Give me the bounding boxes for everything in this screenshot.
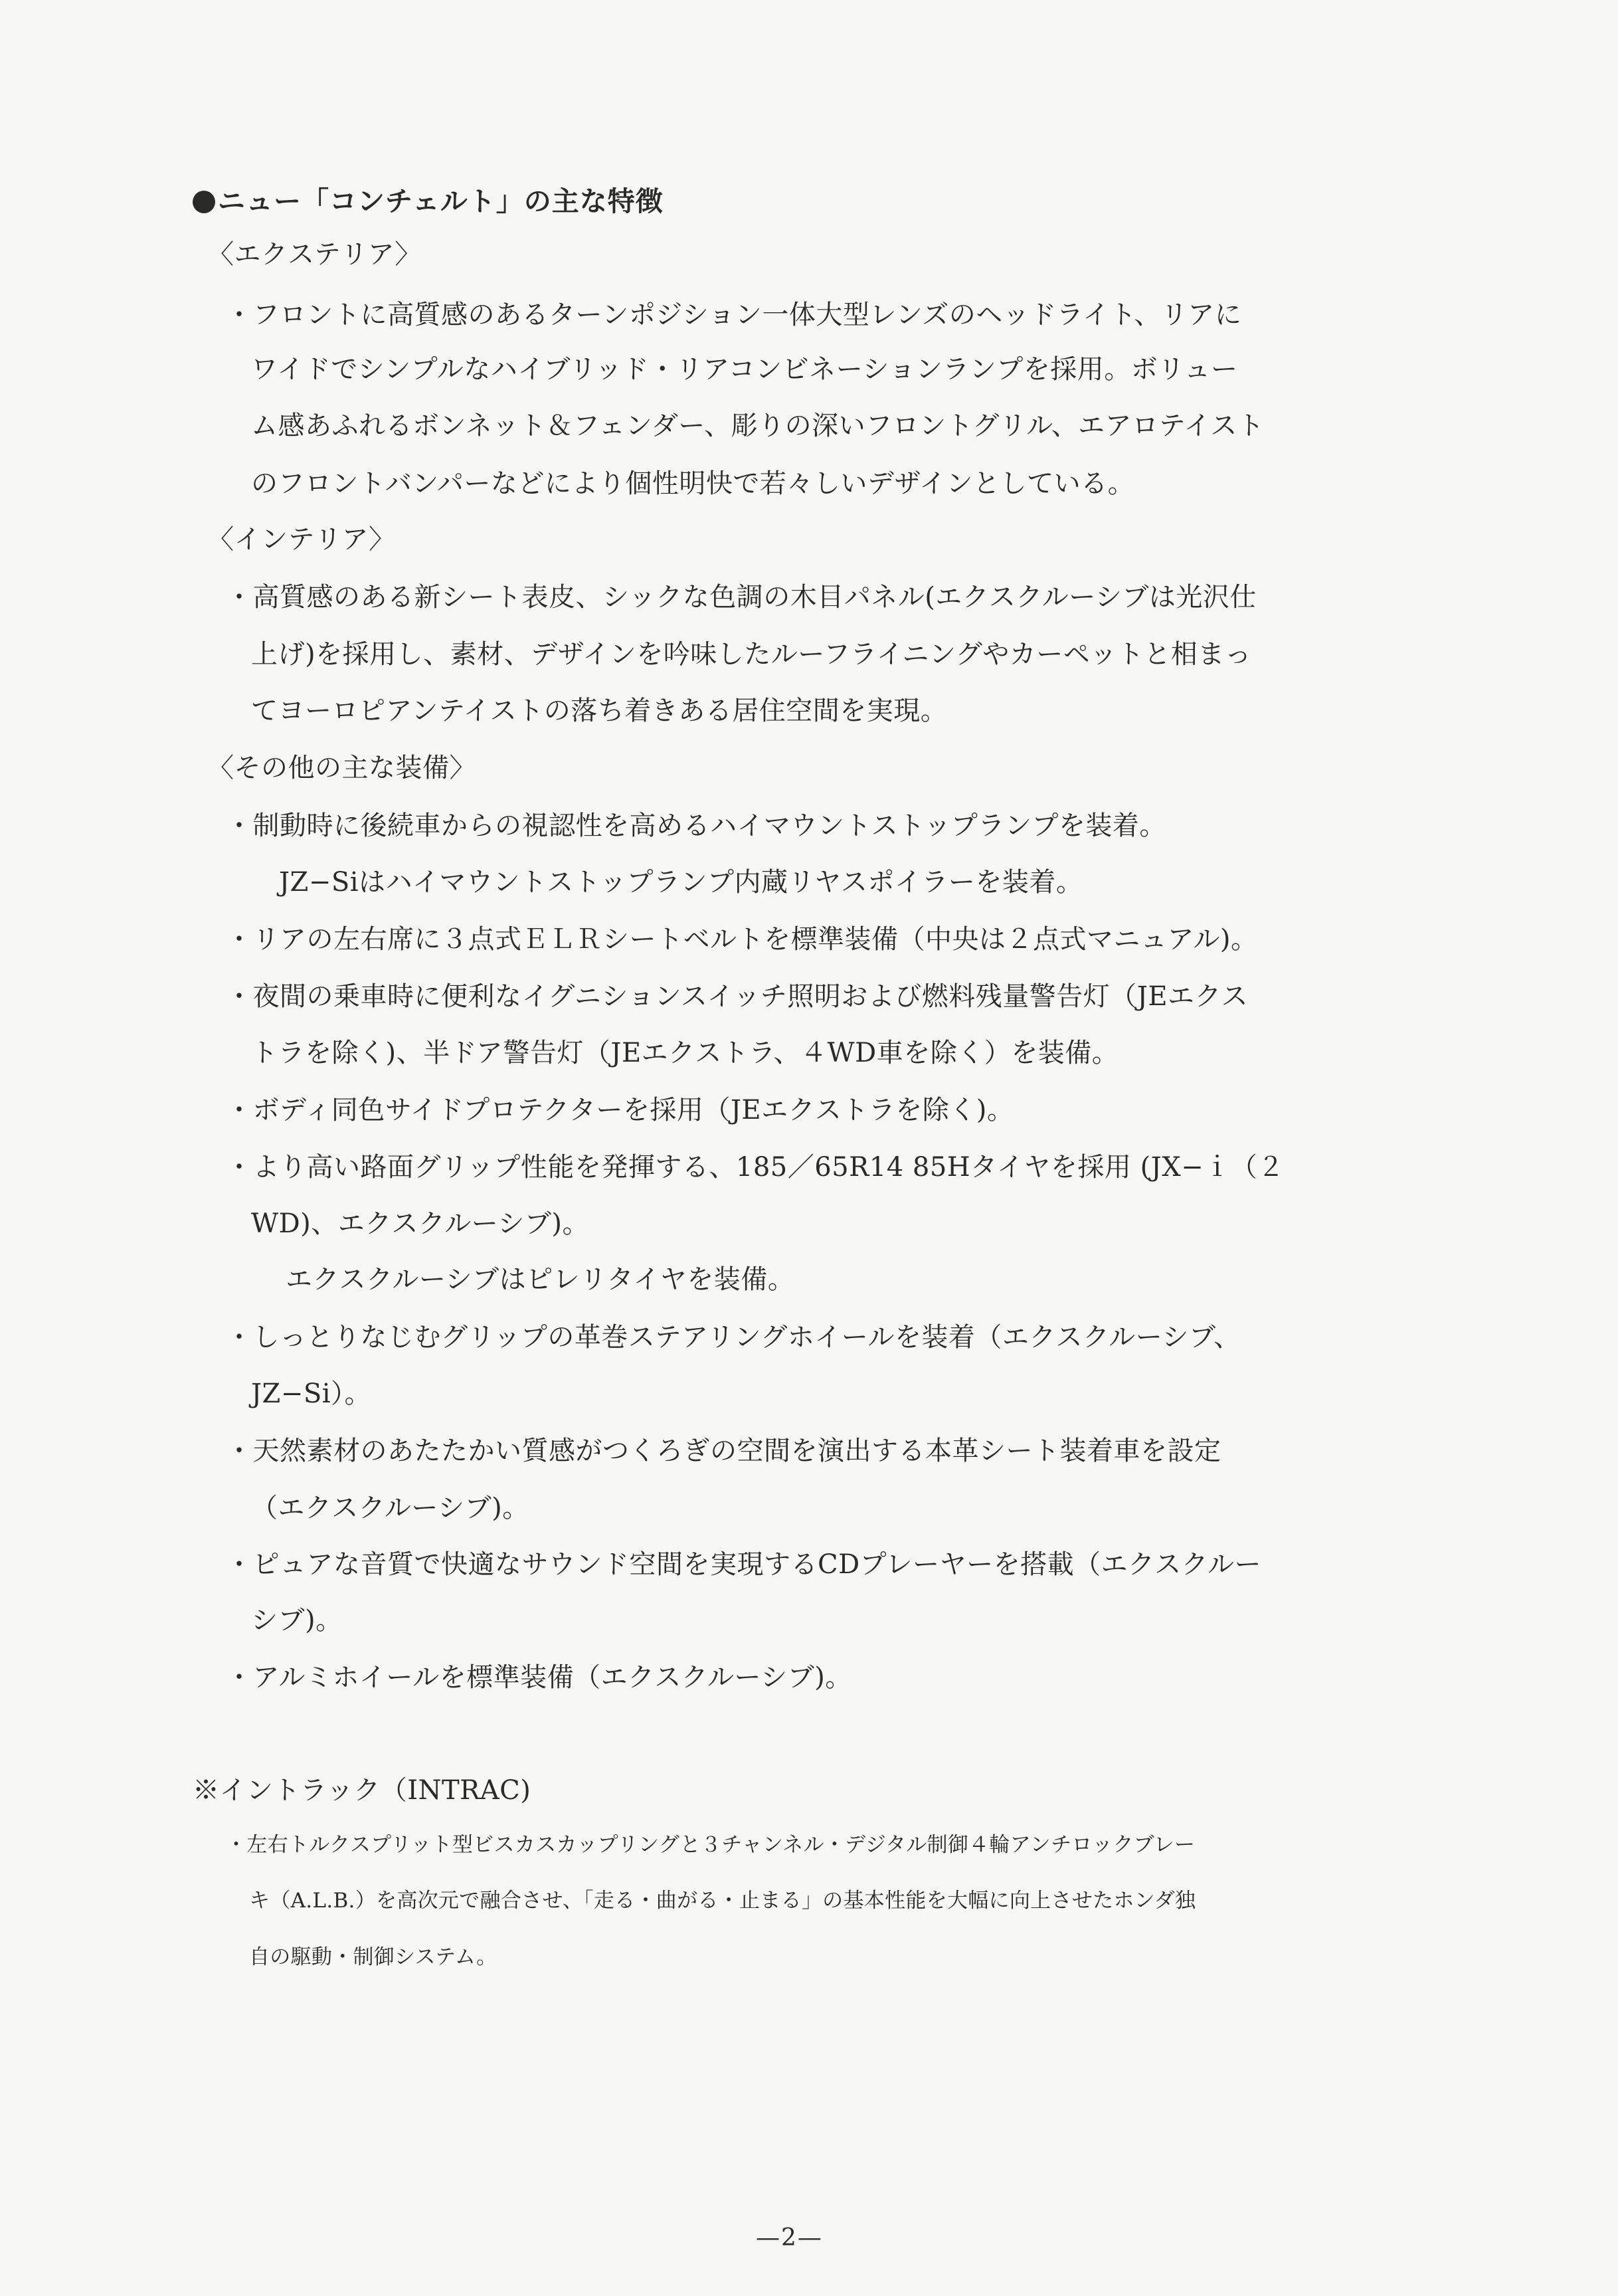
body-line: ・フロントに高質感のあるターンポジション一体大型レンズのヘッドライト、リアに bbox=[226, 300, 1242, 330]
body-line: ワイドでシンプルなハイブリッド・リアコンビネーションランプを採用。ボリュー bbox=[251, 354, 1238, 385]
body-line: WD)、エクスクルーシブ)。 bbox=[251, 1208, 589, 1239]
body-line: てヨーロピアンテイストの落ち着きある居住空間を実現。 bbox=[251, 696, 948, 726]
body-line: ・より高い路面グリップ性能を発揮する、185／65R14 85Hタイヤを採用 (JX−ｉ（２ bbox=[226, 1152, 1285, 1183]
body-line: ム感あふれるボンネット＆フェンダー、彫りの深いフロントグリル、エアロテイスト bbox=[251, 411, 1265, 441]
body-line: ・アルミホイールを標準装備（エクスクルーシブ)。 bbox=[226, 1662, 852, 1693]
note-line: ・左右トルクスプリット型ビスカスカップリングと３チャンネル・デジタル制御４輪アンチロックブレー bbox=[226, 1833, 1196, 1857]
body-line: のフロントバンパーなどにより個性明快で若々しいデザインとしている。 bbox=[251, 468, 1135, 499]
body-line: （エクスクルーシブ)。 bbox=[251, 1493, 529, 1523]
section-heading-exterior: 〈エクステリア〉 bbox=[207, 239, 422, 270]
page-number: —2— bbox=[756, 2224, 823, 2251]
filled-circle-bullet-icon bbox=[193, 191, 215, 213]
body-line: JZ−Siはハイマウントストップランプ内蔵リヤスポイラーを装着。 bbox=[279, 867, 1083, 898]
body-line: ・ボディ同色サイドプロテクターを採用（JEエクストラを除く)。 bbox=[226, 1095, 1014, 1125]
body-line: ・天然素材のあたたかい質感がつくろぎの空間を演出する本革シート装着車を設定 bbox=[226, 1436, 1221, 1466]
note-heading: ※イントラック（INTRAC) bbox=[193, 1775, 531, 1806]
body-line: トラを除く)、半ドア警告灯（JEエクストラ、４WD車を除く）を装備。 bbox=[251, 1038, 1119, 1068]
body-line: ・高質感のある新シート表皮、シックな色調の木目パネル(エクスクルーシブは光沢仕 bbox=[226, 582, 1257, 613]
note-line: キ（A.L.B.）を高次元で融合させ、「走る・曲がる・止まる」の基本性能を大幅に向上させたホンダ独 bbox=[249, 1889, 1196, 1913]
page-title: ニュー「コンチェルト」の主な特徴 bbox=[193, 183, 664, 219]
body-line: ・しっとりなじむグリップの革巻ステアリングホイールを装着（エクスクルーシブ、 bbox=[226, 1322, 1241, 1353]
body-line: シブ)。 bbox=[251, 1605, 343, 1636]
body-line: 上げ)を採用し、素材、デザインを吟味したルーフライニングやカーペットと相まっ bbox=[251, 639, 1252, 670]
note-line: 自の駆動・制御システム。 bbox=[249, 1945, 497, 1969]
section-heading-interior: 〈インテリア〉 bbox=[207, 524, 396, 555]
body-line: ・制動時に後続車からの視認性を高めるハイマウントストップランプを装着。 bbox=[226, 811, 1166, 841]
body-line: ・ピュアな音質で快適なサウンド空間を実現するCDプレーヤーを搭載（エクスクルー bbox=[226, 1549, 1261, 1580]
body-line: エクスクルーシブはピレリタイヤを装備。 bbox=[286, 1264, 795, 1295]
section-heading-equipment: 〈その他の主な装備〉 bbox=[207, 753, 476, 783]
body-line: JZ−Si）。 bbox=[251, 1379, 372, 1409]
body-line: ・夜間の乗車時に便利なイグニションスイッチ照明および燃料残量警告灯（JEエクス bbox=[226, 981, 1249, 1012]
body-line: ・リアの左右席に３点式ＥＬＲシートベルトを標準装備（中央は２点式マニュアル)。 bbox=[226, 924, 1258, 955]
